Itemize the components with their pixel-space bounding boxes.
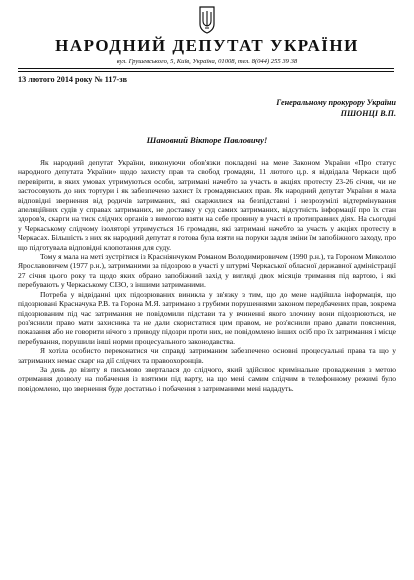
recipient-position: Генеральному прокурору України — [276, 98, 396, 107]
paragraph: Як народний депутат України, виконуючи обов'язки покладені на мене Законом України «Про статус народного депутата України» щодо захисту прав та свобод громадян, 11 лютого ц.р. я відвідала Черкаси щоб перевірити, в яких умовах утримуються особи, затримані начебто за участь в акціях протесту 23-26 січня, чи не застосовують до них тортури і як забезпечено захист їх громадянських прав. Як народний депутат України я мала відповідні звернення від родичів затриманих, які скаржилися на безпідставні і незрозумілі відтермінування апеляційних судів у справах затриманих, не доставку у суд самих затриманих, відсутність інформації про їх стан здоров'я, скарги на тиск слідчих органів з вимогою взяти на себе провину в участі в протиправних діях. На сьогодні у Черкаському слідчому ізоляторі утримується 16 громадян, які затримані начебто за участь у акціях протесту в Черкасах. Більшість з них як народний депутат я готова була взяти на поруки задля зміни їм запобіжного заходу, про що підготувала відповідні клопотання для суду. — [18, 158, 396, 252]
document-reference: 13 лютого 2014 року № 117-зв — [18, 75, 127, 84]
paragraph: Тому я мала на меті зустрітися із Красніянчуком Романом Володимировичем (1990 р.н.), та Гороном Миколою Ярославовичем (1977 р.н.), затриманими за підозрою в участі у штурмі Черкаської обласної державної адміністрації 27 січня цього року та щодо яких обрано запобіжний захід у вигляді двох місяців тримання під вартою, і які перебувають у Черкаському СІЗО, з іншими затриманими. — [18, 252, 396, 290]
recipient-name: ПШОНЦІ В.П. — [340, 109, 396, 118]
letterhead-title: НАРОДНИЙ ДЕПУТАТ УКРАЇНИ — [55, 36, 359, 55]
letterhead-address: вул. Грушевського, 5, Київ, Україна, 01008, тел. 8(044) 255 39 38 — [116, 58, 298, 65]
paragraph: Потреба у відвіданні цих підозрюваних виникла у зв'язку з тим, що до мене надійшла інформація, що підозрювані Красначука Р.В. та Горона М.Я. затримано з грубими порушеннями законом передбачених прав, зокрема підозрюваним під час затримання не повідомили підстави та у вчиненні якого злочину вони підозрюються, не роз'яснили право мати захисника та не дали скористатися цим правом, не роз'яснили право давати пояснення, показання або не говорити нічого з приводу підозри проти них, не повідомлено інших осіб про їх затримання і місце перебування, порушили інші норми процесуального законодавства. — [18, 289, 396, 346]
recipient-block — [276, 97, 396, 119]
letterhead-rule-thin — [18, 71, 394, 72]
letter-body — [18, 158, 396, 393]
paragraph: За день до візиту я письмово зверталася до слідчого, який здійснює кримінальне провадження з метою отримання дозволу на побачення із взятими під варту, на що мені самим слідчим в телефонному режимі було повідомлено, що звернення буде достатньо і побачення з затриманими мені нададуть. — [18, 364, 396, 393]
trident-coat-of-arms-icon — [198, 6, 216, 34]
letterhead-rule — [18, 68, 394, 69]
paragraph: Я хотіла особисто переконатися чи справді затриманим забезпечено основні процесуальні права та що у затриманих немає скарг на дії слідчих та правоохоронців. — [18, 346, 396, 365]
salutation: Шановний Вікторе Павловичу! — [146, 135, 268, 145]
